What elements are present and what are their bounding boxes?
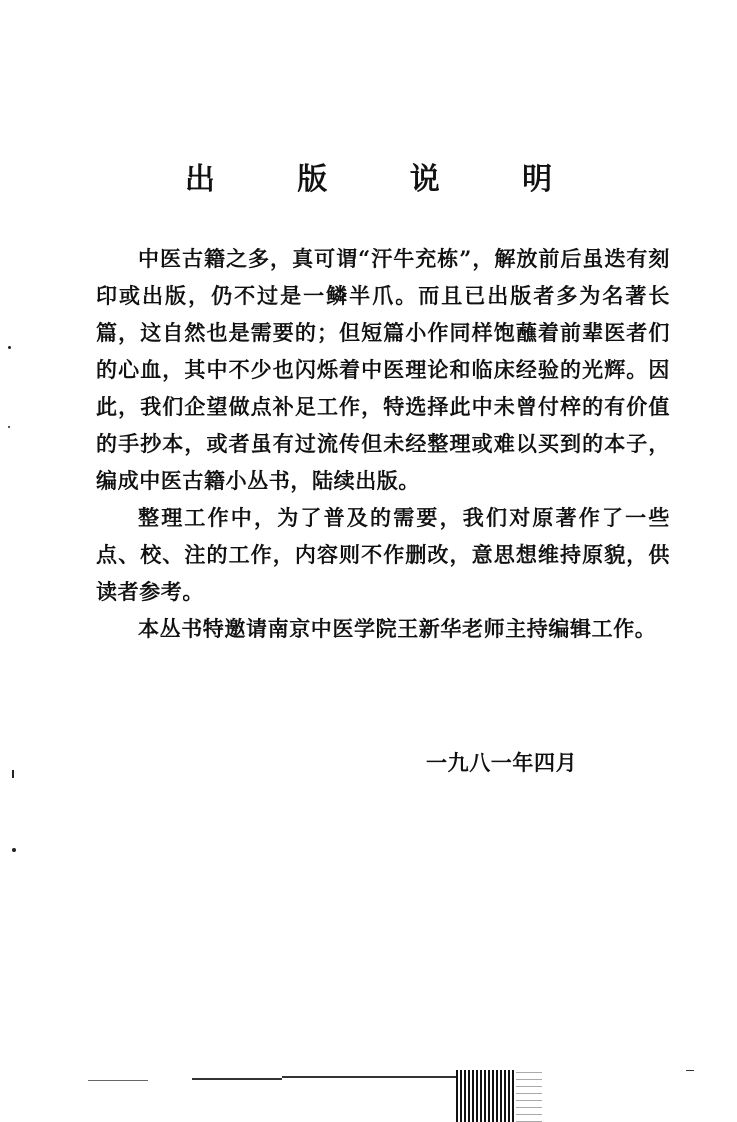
publication-date: 一九八一年四月	[426, 750, 578, 775]
page-title: 出 版 说 明	[184, 162, 589, 197]
scan-speck	[12, 770, 14, 778]
bottom-rule	[686, 1070, 694, 1071]
bottom-rule	[88, 1080, 148, 1081]
paragraph-intro: 中医古籍之多，真可谓“汗牛充栋”，解放前后虽迭有刻印或出版，仍不过是一鳞半爪。而且已出版者多为名著长篇，这自然也是需要的；但短篇小作同样饱蘸着前辈医者们的心血，其中不少也闪烁着中医理论和临床经验的光辉。因此，我们企望做点补足工作，特选择此中未曾付梓的有价值的手抄本，或者虽有过流传但未经整理或难以买到的本子，编成中医古籍小丛书，陆续出版。	[96, 246, 670, 493]
paragraph-editing: 整理工作中，为了普及的需要，我们对原著作了一些点、校、注的工作，内容则不作删改，意思想维持原貌，供读者参考。	[96, 505, 670, 604]
scan-speck	[8, 426, 10, 428]
bottom-rule	[282, 1076, 458, 1078]
scan-barcode-artifact	[456, 1070, 514, 1122]
paragraph-editor: 本丛书特邀请南京中医学院王新华老师主持编辑工作。	[138, 616, 657, 641]
scan-speck	[12, 848, 16, 852]
scan-dots-artifact	[516, 1072, 542, 1122]
body-text	[96, 240, 670, 647]
bottom-rule	[192, 1078, 282, 1080]
scan-speck	[8, 346, 11, 349]
